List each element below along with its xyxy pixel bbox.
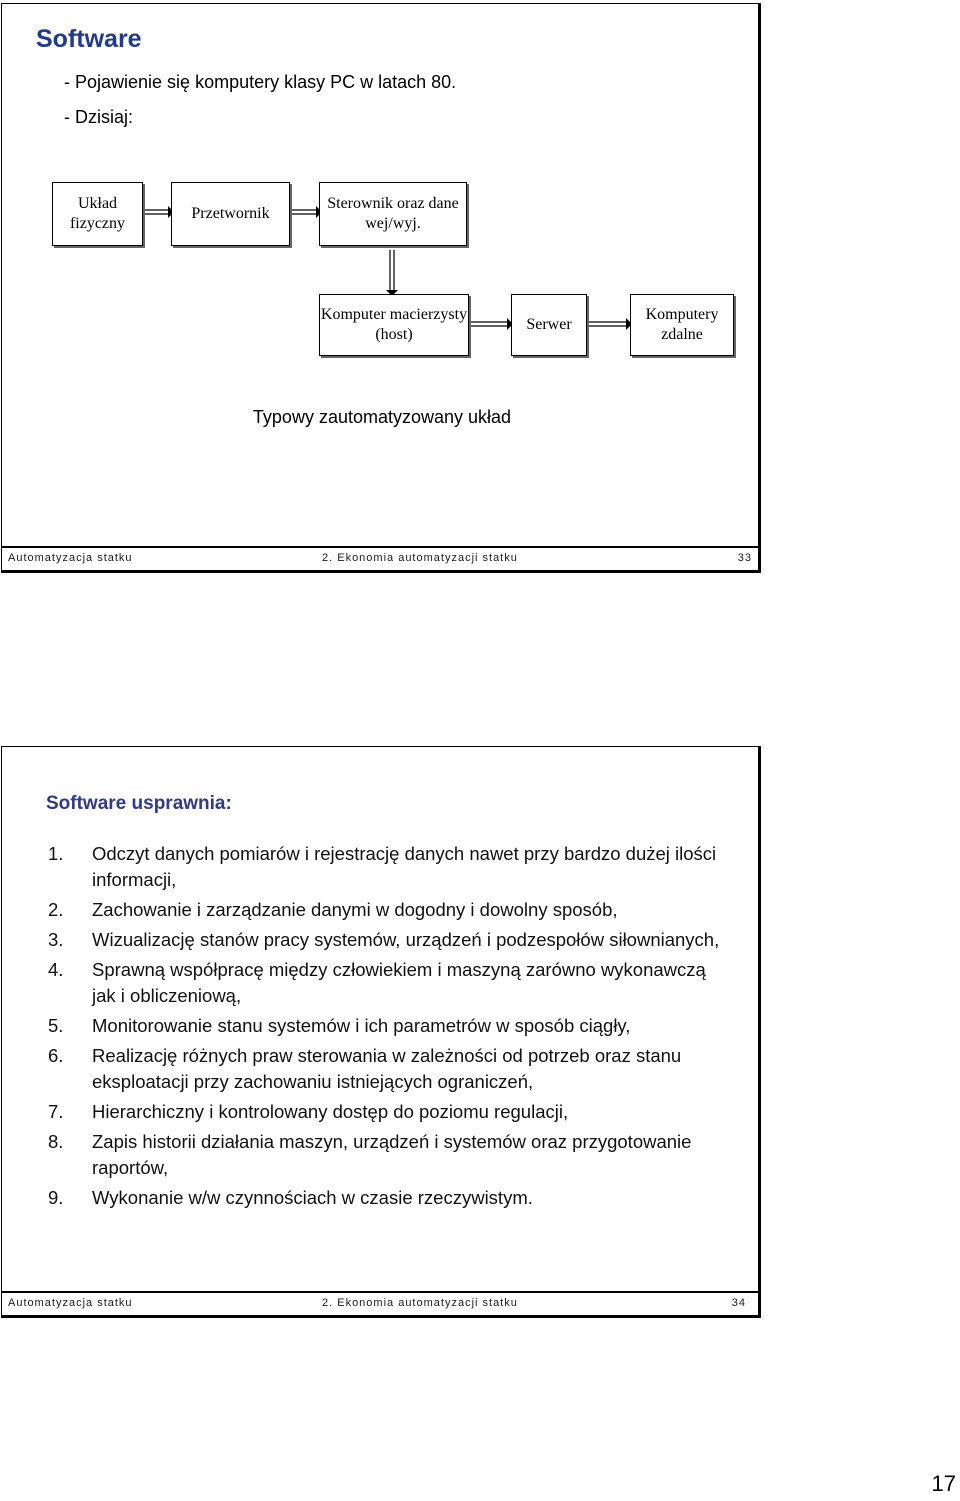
box-uklad-fizyczny: Układ fizyczny (52, 182, 143, 246)
page-number: 17 (931, 1471, 956, 1496)
list-item (48, 1099, 732, 1125)
list-item (48, 1043, 732, 1095)
list-item-number: 8. (48, 1131, 64, 1152)
list-item-number: 5. (48, 1015, 64, 1036)
slide-footer (2, 1291, 758, 1315)
box-serwer: Serwer (511, 294, 587, 356)
list-item (48, 927, 732, 953)
slide-33 (1, 3, 761, 573)
footer-course: Automatyzacja statku (8, 552, 133, 564)
list-item-text: Hierarchiczny i kontrolowany dostęp do poziomu regulacji, (92, 1101, 569, 1122)
box-sterownik: Sterownik oraz dane wej/wyj. (319, 182, 467, 246)
footer-slide-number: 33 (737, 552, 752, 564)
list-item-number: 9. (48, 1187, 64, 1208)
list-item-text: Sprawną współpracę między człowiekiem i maszyną zarówno wykonawczą jak i obliczeniową, (92, 959, 706, 1006)
list-item-text: Realizację różnych praw sterowania w zależności od potrzeb oraz stanu eksploatacji przy zachowaniu istniejących ograniczeń, (92, 1045, 682, 1092)
bullet-2: - Dzisiaj: (64, 107, 134, 127)
list-item (48, 1185, 732, 1211)
diagram-caption: Typowy zautomatyzowany układ (252, 407, 512, 427)
list-item (48, 957, 732, 1009)
list-item-number: 6. (48, 1045, 64, 1066)
slide-title: Software usprawnia: (46, 793, 232, 814)
list-item-text: Odczyt danych pomiarów i rejestrację danych nawet przy bardzo dużej ilości informacji, (92, 843, 717, 890)
slide-title: Software (36, 25, 142, 53)
list-item-number: 1. (48, 843, 64, 864)
list-item-number: 3. (48, 929, 64, 950)
list-item-text: Wykonanie w/w czynnościach w czasie rzeczywistym. (92, 1187, 533, 1208)
box-komputery-zdalne: Komputery zdalne (630, 294, 734, 356)
list-item-text: Zapis historii działania maszyn, urządzeń i systemów oraz przygotowanie raportów, (92, 1131, 692, 1178)
list-item (48, 897, 732, 923)
list-item (48, 841, 732, 893)
footer-chapter: 2. Ekonomia automatyzacji statku (322, 1297, 518, 1309)
footer-slide-number: 34 (731, 1297, 746, 1309)
list-item (48, 1129, 732, 1181)
box-komputer-macierzysty: Komputer macierzysty (host) (319, 294, 469, 356)
bullet-1: - Pojawienie się komputery klasy PC w latach 80. (64, 72, 457, 92)
list-item-text: Monitorowanie stanu systemów i ich parametrów w sposób ciągły, (92, 1015, 631, 1036)
list-item-text: Wizualizację stanów pracy systemów, urządzeń i podzespołów siłownianych, (92, 929, 720, 950)
slide-footer (2, 546, 758, 570)
footer-chapter: 2. Ekonomia automatyzacji statku (322, 552, 518, 564)
list-item-number: 4. (48, 959, 64, 980)
list-item-number: 2. (48, 899, 64, 920)
footer-course: Automatyzacja statku (8, 1297, 133, 1309)
box-przetwornik: Przetwornik (171, 182, 290, 246)
list-item (48, 1013, 732, 1039)
list-item-text: Zachowanie i zarządzanie danymi w dogodny i dowolny sposób, (92, 899, 618, 920)
slide-34 (1, 746, 761, 1318)
benefits-list (48, 841, 732, 1215)
list-item-number: 7. (48, 1101, 64, 1122)
